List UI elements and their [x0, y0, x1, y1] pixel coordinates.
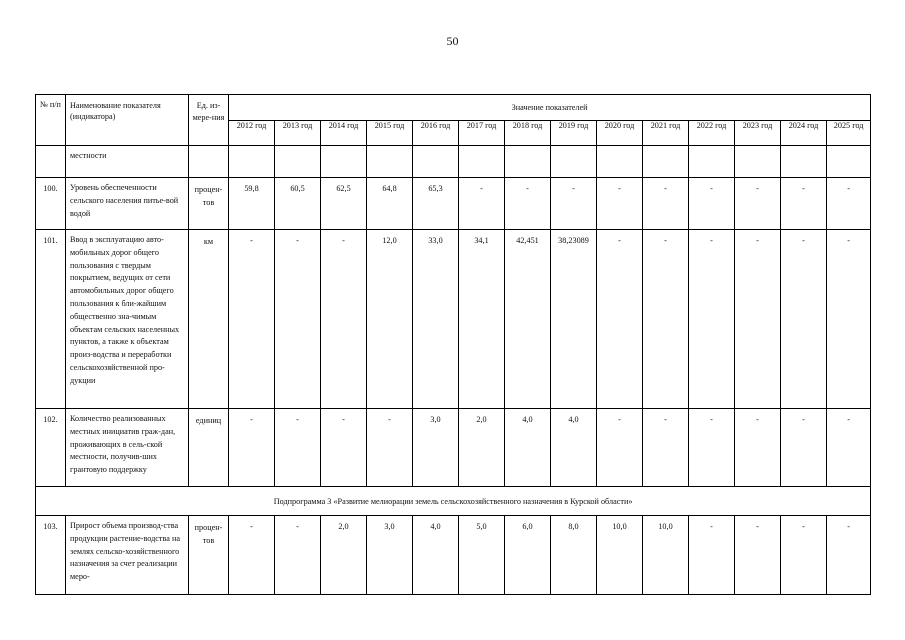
value-cell: 12,0 — [367, 230, 413, 409]
value-cell: 10,0 — [643, 516, 689, 595]
header-indicator-name: Наименование показателя (индикатора) — [66, 95, 189, 146]
value-cell: - — [597, 230, 643, 409]
value-cell: 4,0 — [413, 516, 459, 595]
value-cell: - — [827, 516, 871, 595]
cell — [827, 146, 871, 178]
indicator-name: Ввод в эксплуатацию авто-мобильных дорог общего пользования с твердым покрытием, ведущих от сети автомобильных дорог общего пользования к бли-жайшим общественно зна-чимым объектам сельских населенных пунктов, а также к объектам произ-водства и переработки сельскохозяйственной про-дукции — [66, 230, 189, 409]
header-unit: Ед. из-мере-ния — [189, 95, 229, 146]
value-cell: 10,0 — [597, 516, 643, 595]
unit-cell: процен-тов — [189, 178, 229, 230]
header-number: № п/п — [36, 95, 66, 146]
unit-cell: единиц — [189, 409, 229, 487]
value-cell: - — [505, 178, 551, 230]
value-cell: 62,5 — [321, 178, 367, 230]
value-cell: - — [275, 230, 321, 409]
value-cell: 3,0 — [367, 516, 413, 595]
cell — [189, 146, 229, 178]
cell — [275, 146, 321, 178]
table-row — [36, 516, 871, 595]
header-year: 2018 год — [505, 121, 551, 146]
value-cell: - — [597, 409, 643, 487]
value-cell: 33,0 — [413, 230, 459, 409]
cell — [505, 146, 551, 178]
value-cell: - — [229, 230, 275, 409]
cell — [689, 146, 735, 178]
table-row — [36, 178, 871, 230]
unit-cell: км — [189, 230, 229, 409]
cell — [321, 146, 367, 178]
value-cell: - — [275, 409, 321, 487]
indicator-name: местности — [66, 146, 189, 178]
value-cell: - — [781, 230, 827, 409]
indicator-name: Количество реализованных местных инициатив граж-дан, проживающих в сель-ской местности, получив-ших грантовую поддержку — [66, 409, 189, 487]
value-cell: - — [689, 516, 735, 595]
cell — [413, 146, 459, 178]
cell — [781, 146, 827, 178]
unit-cell: процен-тов — [189, 516, 229, 595]
value-cell: 59,8 — [229, 178, 275, 230]
value-cell: - — [229, 409, 275, 487]
value-cell: 34,1 — [459, 230, 505, 409]
indicators-table — [35, 94, 871, 595]
table-row — [36, 409, 871, 487]
cell — [36, 146, 66, 178]
value-cell: - — [551, 178, 597, 230]
value-cell: - — [229, 516, 275, 595]
header-year: 2021 год — [643, 121, 689, 146]
value-cell: - — [735, 178, 781, 230]
value-cell: - — [367, 409, 413, 487]
header-year: 2012 год — [229, 121, 275, 146]
value-cell: 2,0 — [459, 409, 505, 487]
cell — [459, 146, 505, 178]
header-year: 2025 год — [827, 121, 871, 146]
header-year: 2014 год — [321, 121, 367, 146]
value-cell: - — [827, 409, 871, 487]
header-year: 2024 год — [781, 121, 827, 146]
cell — [551, 146, 597, 178]
value-cell: - — [459, 178, 505, 230]
header-year: 2020 год — [597, 121, 643, 146]
subprogram-title: Подпрограмма 3 «Развитие мелиорации земель сельскохозяйственного назначения в Курской области» — [36, 487, 871, 516]
row-number: 101. — [36, 230, 66, 409]
table-row — [36, 146, 871, 178]
header-year: 2013 год — [275, 121, 321, 146]
page-number: 50 — [446, 34, 459, 48]
value-cell: 5,0 — [459, 516, 505, 595]
header-year: 2016 год — [413, 121, 459, 146]
subprogram-row — [36, 487, 871, 516]
value-cell: - — [735, 516, 781, 595]
indicator-name: Прирост объема производ-ства продукции растение-водства на землях сельско-хозяйственного назначения за счет реализации меро- — [66, 516, 189, 595]
value-cell: - — [735, 230, 781, 409]
header-values-title: Значение показателей — [229, 95, 871, 121]
cell — [643, 146, 689, 178]
value-cell: - — [827, 230, 871, 409]
value-cell: 4,0 — [505, 409, 551, 487]
cell — [229, 146, 275, 178]
value-cell: 2,0 — [321, 516, 367, 595]
value-cell: - — [321, 409, 367, 487]
value-cell: 42,451 — [505, 230, 551, 409]
value-cell: 4,0 — [551, 409, 597, 487]
value-cell: - — [643, 178, 689, 230]
cell — [367, 146, 413, 178]
value-cell: 64,8 — [367, 178, 413, 230]
value-cell: 65,3 — [413, 178, 459, 230]
value-cell: 60,5 — [275, 178, 321, 230]
value-cell: - — [735, 409, 781, 487]
value-cell: - — [689, 409, 735, 487]
header-year: 2023 год — [735, 121, 781, 146]
value-cell: - — [643, 409, 689, 487]
cell — [597, 146, 643, 178]
indicator-name: Уровень обеспеченности сельского населения питье-вой водой — [66, 178, 189, 230]
table-row — [36, 230, 871, 409]
header-year: 2022 год — [689, 121, 735, 146]
value-cell: - — [597, 178, 643, 230]
value-cell: 6,0 — [505, 516, 551, 595]
value-cell: 38,23089 — [551, 230, 597, 409]
value-cell: - — [689, 178, 735, 230]
header-year: 2019 год — [551, 121, 597, 146]
row-number: 103. — [36, 516, 66, 595]
cell — [735, 146, 781, 178]
header-year: 2015 год — [367, 121, 413, 146]
value-cell: - — [643, 230, 689, 409]
row-number: 102. — [36, 409, 66, 487]
header-year: 2017 год — [459, 121, 505, 146]
value-cell: - — [689, 230, 735, 409]
value-cell: - — [781, 178, 827, 230]
value-cell: - — [781, 516, 827, 595]
value-cell: 3,0 — [413, 409, 459, 487]
value-cell: - — [275, 516, 321, 595]
value-cell: - — [827, 178, 871, 230]
value-cell: 8,0 — [551, 516, 597, 595]
value-cell: - — [781, 409, 827, 487]
value-cell: - — [321, 230, 367, 409]
table-header — [36, 95, 871, 146]
row-number: 100. — [36, 178, 66, 230]
